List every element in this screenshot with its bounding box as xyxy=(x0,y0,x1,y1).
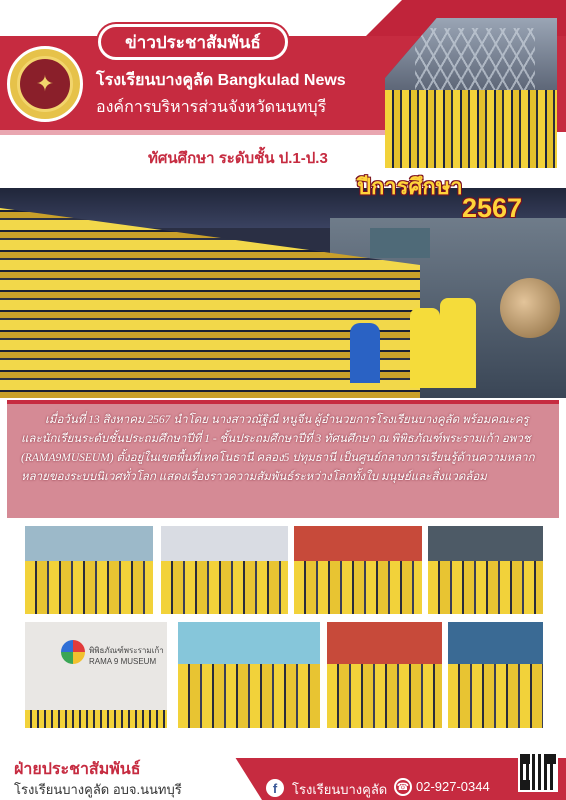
museum-sign-text: พิพิธภัณฑ์พระรามเก้า RAMA 9 MUSEUM xyxy=(89,646,164,666)
school-logo xyxy=(7,46,83,122)
facebook-icon[interactable]: f xyxy=(266,779,284,797)
academic-year-label: ปีการศึกษา xyxy=(357,174,463,199)
school-name: โรงเรียนบางคูลัด Bangkulad News xyxy=(96,72,346,89)
photo-gallery xyxy=(0,520,566,745)
org-name: องค์การบริหารส่วนจังหวัดนนทบุรี xyxy=(96,99,327,116)
phone-icon: ☎ xyxy=(394,778,412,796)
footer-school: โรงเรียนบางคูลัด อบจ.นนทบุรี xyxy=(14,782,182,797)
qr-code[interactable] xyxy=(518,752,558,792)
phone-number[interactable]: 02-927-0344 xyxy=(416,779,490,794)
footer-department: ฝ่ายประชาสัมพันธ์ xyxy=(14,761,141,778)
gallery-photo xyxy=(178,622,320,728)
gallery-photo xyxy=(161,526,288,614)
qr-code-icon xyxy=(520,754,556,790)
academic-year: 2567 xyxy=(462,193,523,223)
gallery-photo xyxy=(428,526,543,614)
facebook-link[interactable]: โรงเรียนบางคูลัด xyxy=(292,782,388,797)
gallery-photo xyxy=(327,622,442,728)
pr-badge: ข่าวประชาสัมพันธ์ xyxy=(98,24,288,60)
description-box xyxy=(7,400,559,518)
event-topic: ทัศนศึกษา ระดับชั้น ป.1-ป.3 xyxy=(148,150,328,167)
header-accent-line xyxy=(0,130,390,135)
gallery-photo-museum-sign xyxy=(25,622,167,728)
museum-logo-icon xyxy=(61,640,85,664)
gallery-photo xyxy=(25,526,153,614)
gallery-photo xyxy=(448,622,543,728)
description-text: เมื่อวันที่ 13 สิงหาคม 2567 นำโดย นางสาวณัฐิณี หนูจีน ผู้อำนวยการโรงเรียนบางคูลัด พร้อมคณะครู และนักเรียนระดับชั้นประถมศึกษาปีที่ 1 - ชั้นประถมศึกษาปีที่ 3 ทัศนศึกษา ณ พิพิธภัณฑ์พระรามเก้า อพวช (RAMA9MUSEUM) ตั้งอยู่ในเขตพื้นที่เทคโนธานี คลอง5 ปทุมธานี เป็นศูนย์กลางการเรียนรู้ด้านความหลากหลายของระบบนิเวศทั่วโลก แสดงเรื่องราวความสัมพันธ์ระหว่างโลกทั้งใบ มนุษย์และสิ่งแวดล้อม xyxy=(21,414,535,483)
gallery-photo xyxy=(294,526,422,614)
school-emblem-icon: ✦ xyxy=(17,56,73,112)
